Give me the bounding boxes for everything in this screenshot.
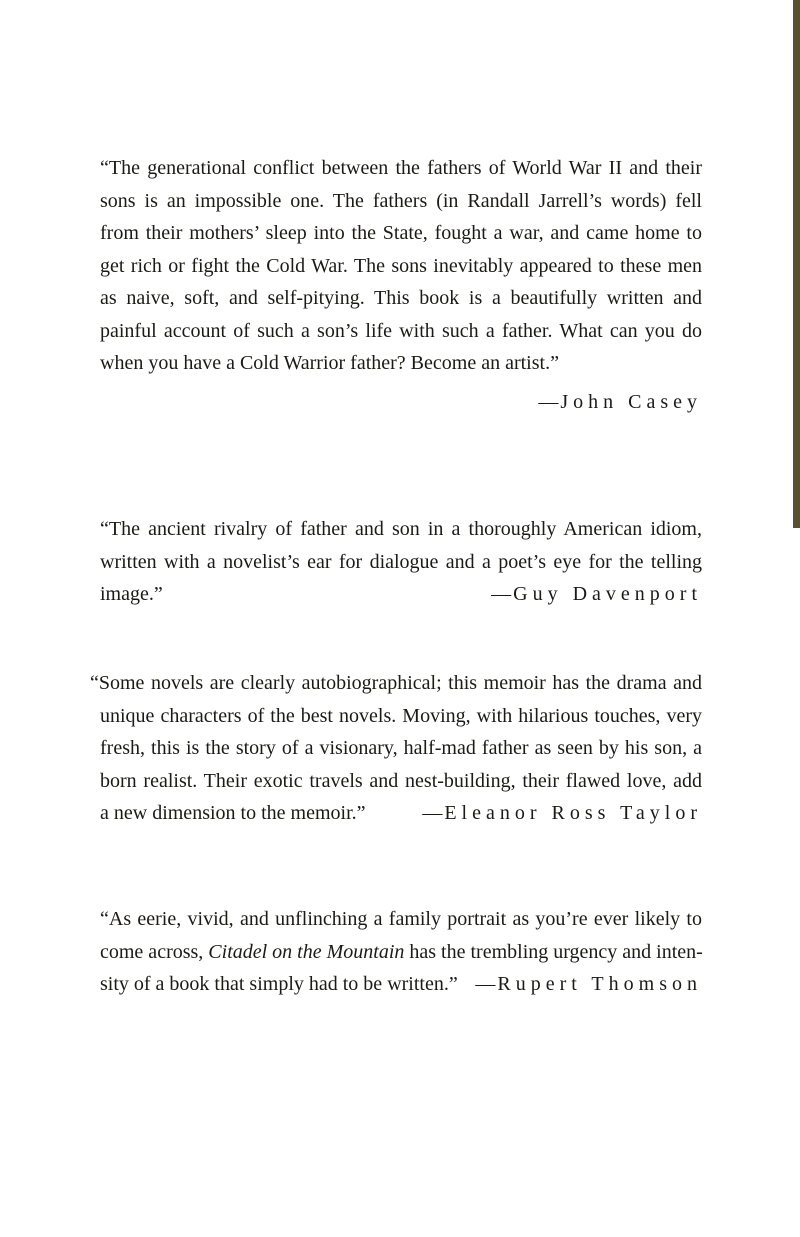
quote-line: “The ancient rivalry of father and son in a thoroughly American idiom, — [100, 518, 702, 540]
quote-line: as naive, soft, and self-pitying. This book is a beautifully written and — [100, 287, 702, 309]
quote-line: when you have a Cold Warrior father? Become an artist.” — [100, 352, 559, 374]
author-name: Guy Davenport — [513, 583, 702, 605]
quote-line: from their mothers’ sleep into the State, fought a war, and came home to — [100, 222, 702, 244]
page-edge-bar — [793, 0, 800, 528]
quote-line: image.” — [100, 583, 163, 605]
blurb-eleanor-ross-taylor — [90, 667, 702, 830]
attribution — [491, 578, 702, 611]
quote-last-line — [100, 797, 702, 830]
quote-text: come across, — [100, 940, 209, 963]
quote-line: unique characters of the best novels. Moving, with hilarious touches, very — [100, 704, 702, 727]
quote-last-line — [100, 578, 702, 611]
attribution — [475, 968, 702, 1001]
author-name: Rupert Thomson — [497, 973, 702, 995]
quote-line — [100, 936, 702, 969]
blurb-guy-davenport — [100, 513, 702, 611]
quote-text: has the trembling urgency and inten- — [404, 940, 703, 963]
blurb-john-casey — [100, 152, 702, 418]
author-name: John Casey — [560, 390, 702, 413]
attribution — [422, 797, 702, 830]
em-dash: — — [422, 802, 443, 824]
author-name: Eleanor Ross Taylor — [444, 802, 702, 824]
quote-line: born realist. Their exotic travels and nest-building, their flawed love, add — [100, 769, 702, 792]
quote-line: “The generational conflict between the fathers of World War II and their — [100, 157, 702, 179]
quote-line: sity of a book that simply had to be written.” — [100, 973, 458, 995]
quote-line: “Some novels are clearly autobiographical; this memoir has the drama and — [90, 672, 702, 694]
book-title: Citadel on the Mountain — [208, 940, 405, 963]
em-dash: — — [475, 973, 496, 995]
quote-line: painful account of such a son’s life with such a father. What can you do — [100, 319, 702, 342]
quote-line: sons is an impossible one. The fathers (in Randall Jarrell’s words) fell — [100, 189, 702, 212]
quote-last-line — [100, 968, 702, 1001]
quote-line: fresh, this is the story of a visionary, half-mad father as seen by his son, a — [100, 737, 702, 759]
quote-line: get rich or fight the Cold War. The sons inevitably appeared to these men — [100, 254, 702, 277]
attribution — [100, 386, 702, 419]
em-dash: — — [491, 583, 512, 605]
quote-line: a new dimension to the memoir.” — [100, 802, 366, 824]
quote-line: “As eerie, vivid, and unflinching a family portrait as you’re ever likely to — [100, 908, 702, 930]
quote-line: written with a novelist’s ear for dialogue and a poet’s eye for the telling — [100, 550, 702, 573]
blurb-rupert-thomson — [100, 903, 702, 1001]
em-dash: — — [538, 390, 559, 413]
